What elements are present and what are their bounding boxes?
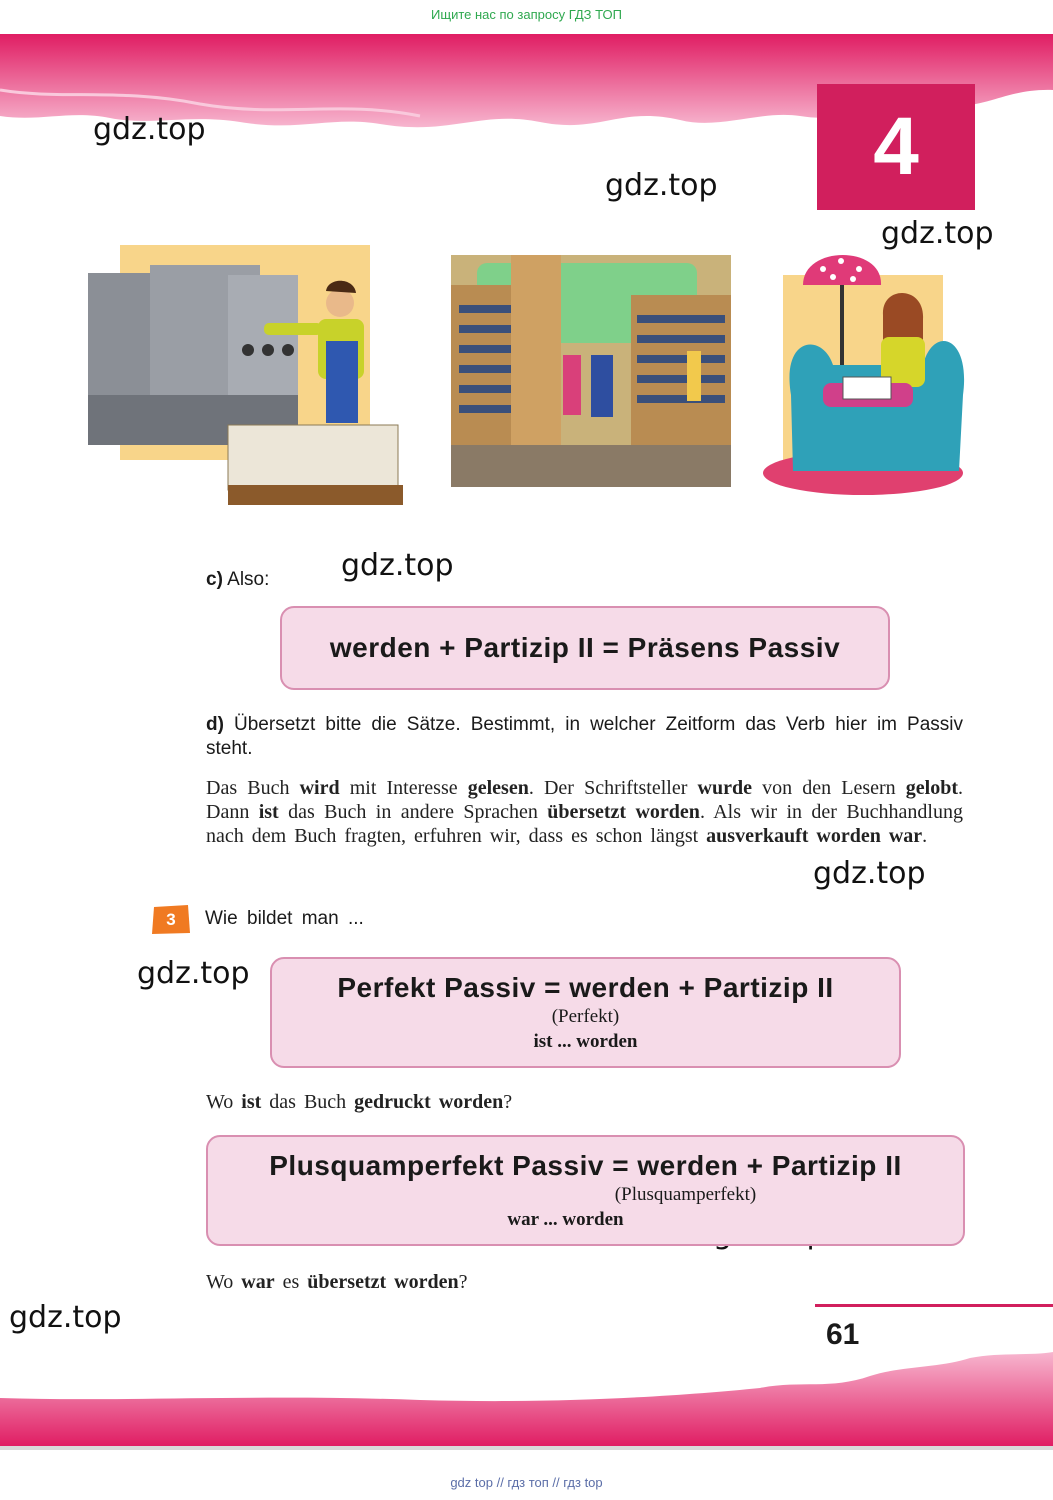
page-number: 61 (826, 1318, 860, 1351)
top-search-hint[interactable]: Ищите нас по запросу ГДЗ ТОП (431, 7, 622, 22)
rule-tense-note: (Plusquamperfekt) (614, 1184, 757, 1205)
emphasized-verb: ausverkauft worden war (706, 825, 923, 847)
rule-formula: Plusquamperfekt Passiv = werden + Partizip II (269, 1150, 902, 1181)
section-c-label: c) (206, 569, 223, 590)
text-run: es (274, 1271, 308, 1293)
text-run: . Der Schriftsteller (528, 777, 698, 799)
example-perfekt (206, 1090, 512, 1114)
exercise-passage (206, 776, 963, 848)
text-run: von den Lesern (751, 777, 906, 799)
bookstore-illustration (451, 255, 731, 487)
section-c-text: Also: (227, 569, 270, 590)
watermark: gdz.top (881, 216, 994, 251)
text-run: Das Buch (206, 777, 300, 799)
emphasized-verb: wird (299, 777, 340, 799)
text-run: das Buch in andere Sprachen (278, 801, 548, 823)
section-c (206, 568, 269, 592)
text-run: das Buch (261, 1091, 355, 1113)
text-run: ? (458, 1271, 468, 1293)
section-d-instruction: Übersetzt bitte die Sätze. Bestimmt, in welcher Zeitform das Verb hier im Passiv steht. (206, 714, 964, 759)
emphasized-verb: ist (258, 801, 279, 823)
watermark: gdz.top (341, 548, 454, 583)
emphasized-verb: war (241, 1271, 275, 1293)
watermark: gdz.top (813, 856, 926, 891)
text-run: . Dann (206, 777, 964, 823)
rule-box-perfekt (270, 957, 901, 1068)
rule-auxiliary-form: war ... worden (507, 1209, 624, 1230)
text-run: mit Interesse (339, 777, 468, 799)
watermark: gdz.top (137, 956, 250, 991)
example-plusquamperfekt (206, 1270, 467, 1294)
emphasized-verb: gelesen (467, 777, 529, 799)
emphasized-verb: wurde (697, 777, 752, 799)
watermark: gdz.top (605, 168, 718, 203)
emphasized-verb: übersetzt worden (307, 1271, 459, 1293)
printing-press-illustration (88, 245, 408, 520)
task-number: 3 (166, 910, 176, 929)
emphasized-verb: übersetzt worden (547, 801, 700, 823)
text-run: ? (503, 1091, 513, 1113)
chapter-number: 4 (817, 84, 975, 210)
footer-band (0, 1350, 1053, 1450)
text-run: . Als wir in der Buchhandlung nach dem Buch fragten, erfuhren wir, dass es schon längst (206, 801, 963, 847)
rule-formula: werden + Partizip II = Präsens Passiv (329, 632, 841, 663)
rule-box-praesens (280, 606, 890, 690)
emphasized-verb: gelobt (905, 777, 959, 799)
emphasized-verb: gedruckt worden (354, 1091, 504, 1113)
task3-text: Wie bildet man ... (205, 908, 364, 929)
rule-tense-note: (Perfekt) (551, 1006, 620, 1027)
text-run: Wo (206, 1271, 242, 1293)
emphasized-verb: ist (241, 1091, 262, 1113)
task-number-badge (150, 903, 190, 935)
text-run: Wo (206, 1091, 242, 1113)
watermark: gdz.top (9, 1300, 122, 1335)
rule-formula: Perfekt Passiv = werden + Partizip II (337, 972, 834, 1003)
bottom-site-links[interactable]: gdz top // гдз топ // гдз top (450, 1475, 603, 1490)
rule-box-plusquamperfekt (206, 1135, 965, 1246)
section-d (206, 713, 963, 761)
page-number-rule (815, 1304, 1053, 1307)
girl-reading-illustration (763, 245, 968, 510)
rule-auxiliary-form: ist ... worden (533, 1031, 638, 1052)
watermark: gdz.top (93, 112, 206, 147)
section-d-label: d) (206, 714, 224, 735)
text-run: . (922, 825, 928, 847)
